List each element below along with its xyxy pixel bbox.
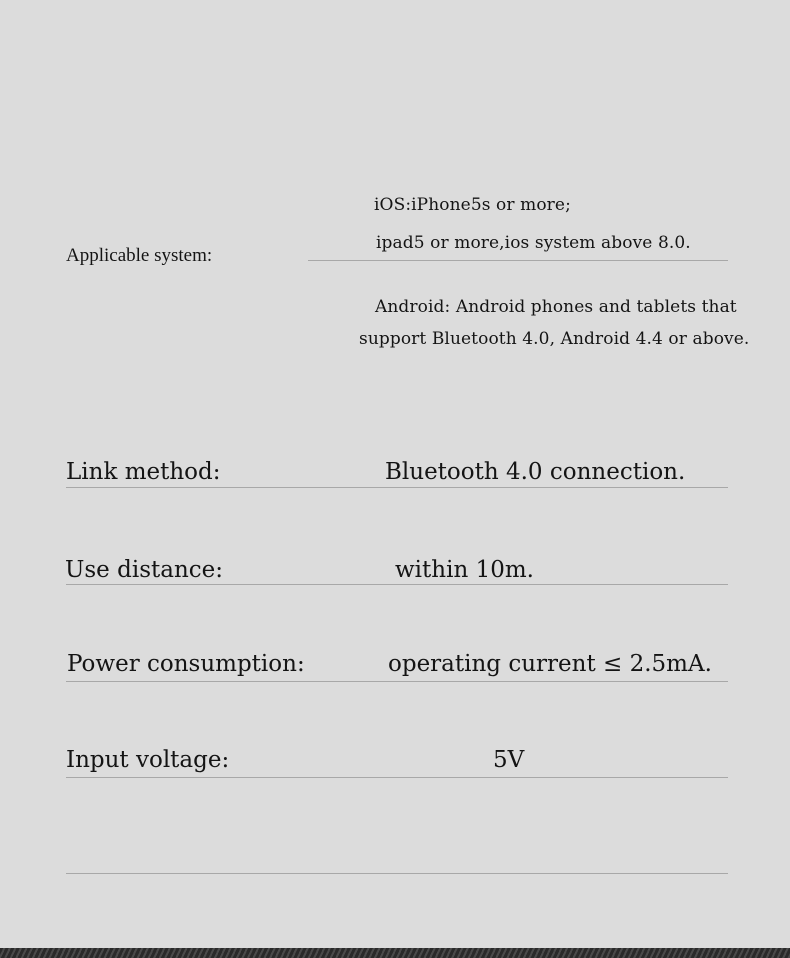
ios-requirement-line-2: ipad5 or more,ios system above 8.0. [376, 233, 691, 253]
divider-line [66, 681, 728, 682]
input-voltage-label: Input voltage: [66, 747, 230, 773]
use-distance-value: within 10m. [395, 557, 534, 583]
android-requirement-line-1: Android: Android phones and tablets that [375, 297, 737, 317]
input-voltage-value: 5V [493, 747, 525, 773]
divider-line [308, 260, 728, 261]
android-requirement-line-2: support Bluetooth 4.0, Android 4.4 or above. [359, 329, 750, 349]
divider-line [66, 873, 728, 874]
use-distance-label: Use distance: [65, 557, 224, 583]
power-consumption-label: Power consumption: [67, 651, 305, 677]
applicable-system-label: Applicable system: [66, 245, 213, 266]
link-method-label: Link method: [66, 459, 221, 485]
ios-requirement-line-1: iOS:iPhone5s or more; [374, 195, 571, 215]
divider-line [66, 584, 728, 585]
divider-line [66, 777, 728, 778]
power-consumption-value: operating current ≤ 2.5mA. [388, 651, 712, 677]
link-method-value: Bluetooth 4.0 connection. [385, 459, 686, 485]
divider-line [66, 487, 728, 488]
bottom-decorative-strip [0, 948, 790, 958]
